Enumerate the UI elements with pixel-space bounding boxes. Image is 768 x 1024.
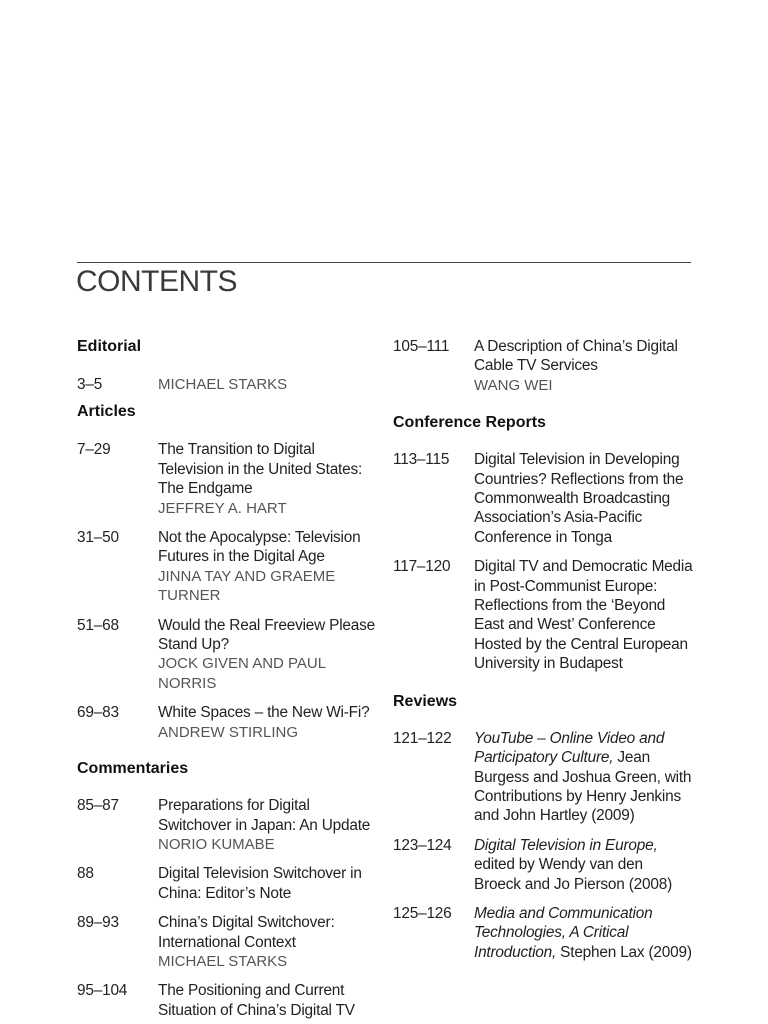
page-range: 89–93 xyxy=(77,914,119,932)
review-details: edited by Wendy van den Broeck and Jo Pierson (2008) xyxy=(474,856,673,893)
entry-title: Would the Real Freeview Please Stand Up? xyxy=(158,616,375,654)
page-range: 117–120 xyxy=(393,558,451,576)
toc-entry xyxy=(393,450,693,547)
review-title: Digital Television in Europe, xyxy=(474,836,658,854)
author: ANDREW STIRLING xyxy=(158,723,299,741)
review-title: Media and Communication Technologies, A Critical Introduction, xyxy=(474,904,653,961)
author: JINNA TAY AND GRAEME TURNER xyxy=(158,567,336,605)
page-range: 113–115 xyxy=(393,451,450,469)
toc-entry xyxy=(77,703,377,742)
toc-entry xyxy=(77,616,377,694)
entry-title: Not the Apocalypse: Television Futures in the Digital Age xyxy=(158,529,361,566)
review-title: YouTube – Online Video and Participatory Culture, xyxy=(474,729,665,767)
entry-title: A Description of China’s Digital Cable TV Services xyxy=(474,338,678,375)
page-range: 7–29 xyxy=(77,441,111,459)
entry-title: The Transition to Digital Television in the United States: The Endgame xyxy=(158,441,363,498)
entry-title: Digital TV and Democratic Media in Post-Communist Europe: Reflections from the ‘Beyond East and West’ Conference Hosted by the Central European University in Budapest xyxy=(474,558,693,673)
page-title: CONTENTS xyxy=(76,265,237,298)
section-heading-commentaries: Commentaries xyxy=(77,760,189,778)
toc-entry xyxy=(77,528,377,606)
section-heading-articles: Articles xyxy=(77,403,136,421)
entry-title: Preparations for Digital Switchover in Japan: An Update xyxy=(158,797,371,834)
section-heading-reviews: Reviews xyxy=(393,692,458,710)
left-column xyxy=(77,337,377,1020)
page-range: 3–5 xyxy=(77,376,103,393)
page-range: 88 xyxy=(77,865,94,883)
toc-entry xyxy=(77,440,377,518)
author: JOCK GIVEN AND PAUL NORRIS xyxy=(158,655,326,692)
toc-entry xyxy=(393,904,693,962)
review-details: Stephen Lax (2009) xyxy=(556,943,692,961)
page-range: 31–50 xyxy=(77,529,119,547)
page-range: 121–122 xyxy=(393,729,452,747)
right-column xyxy=(393,337,693,962)
page-range: 85–87 xyxy=(77,797,119,815)
section-heading-conference-reports: Conference Reports xyxy=(393,414,546,432)
page-range: 69–83 xyxy=(77,704,119,722)
page-range: 105–111 xyxy=(393,338,450,355)
page-range: 51–68 xyxy=(77,616,119,634)
toc-entry xyxy=(77,796,377,854)
author: NORIO KUMABE xyxy=(158,835,275,853)
toc-entry xyxy=(77,913,377,971)
author: JEFFREY A. HART xyxy=(158,499,287,517)
entry-title: Digital Television Switchover in China: Editor’s Note xyxy=(158,865,362,902)
entry-title: The Positioning and Current Situation of China’s Digital TV xyxy=(158,982,355,1019)
toc-entry xyxy=(77,981,377,1020)
author: MICHAEL STARKS xyxy=(158,952,288,970)
section-heading-editorial: Editorial xyxy=(77,338,142,355)
entry-title: Digital Television in Developing Countries? Reflections from the Commonwealth Broadcasting Association’s Asia-Pacific Conference in Tonga xyxy=(474,451,684,546)
page-range: 95–104 xyxy=(77,982,128,1000)
toc-entry xyxy=(77,864,377,903)
entry-title: White Spaces – the New Wi-Fi? xyxy=(158,704,370,722)
page-range: 125–126 xyxy=(393,904,452,922)
toc-entry xyxy=(393,729,693,826)
page-range: 123–124 xyxy=(393,836,452,854)
toc-entry xyxy=(393,557,693,673)
toc-entry xyxy=(393,836,693,894)
toc-entry xyxy=(77,375,377,394)
author: WANG WEI xyxy=(474,376,553,394)
toc-entry xyxy=(393,337,693,395)
entry-title: China’s Digital Switchover: International Context xyxy=(158,914,335,951)
review-details: Jean Burgess and Joshua Green, with Contributions by Henry Jenkins and John Hartley (2009) xyxy=(474,749,692,825)
author: MICHAEL STARKS xyxy=(158,376,288,393)
header-rule xyxy=(77,262,691,263)
